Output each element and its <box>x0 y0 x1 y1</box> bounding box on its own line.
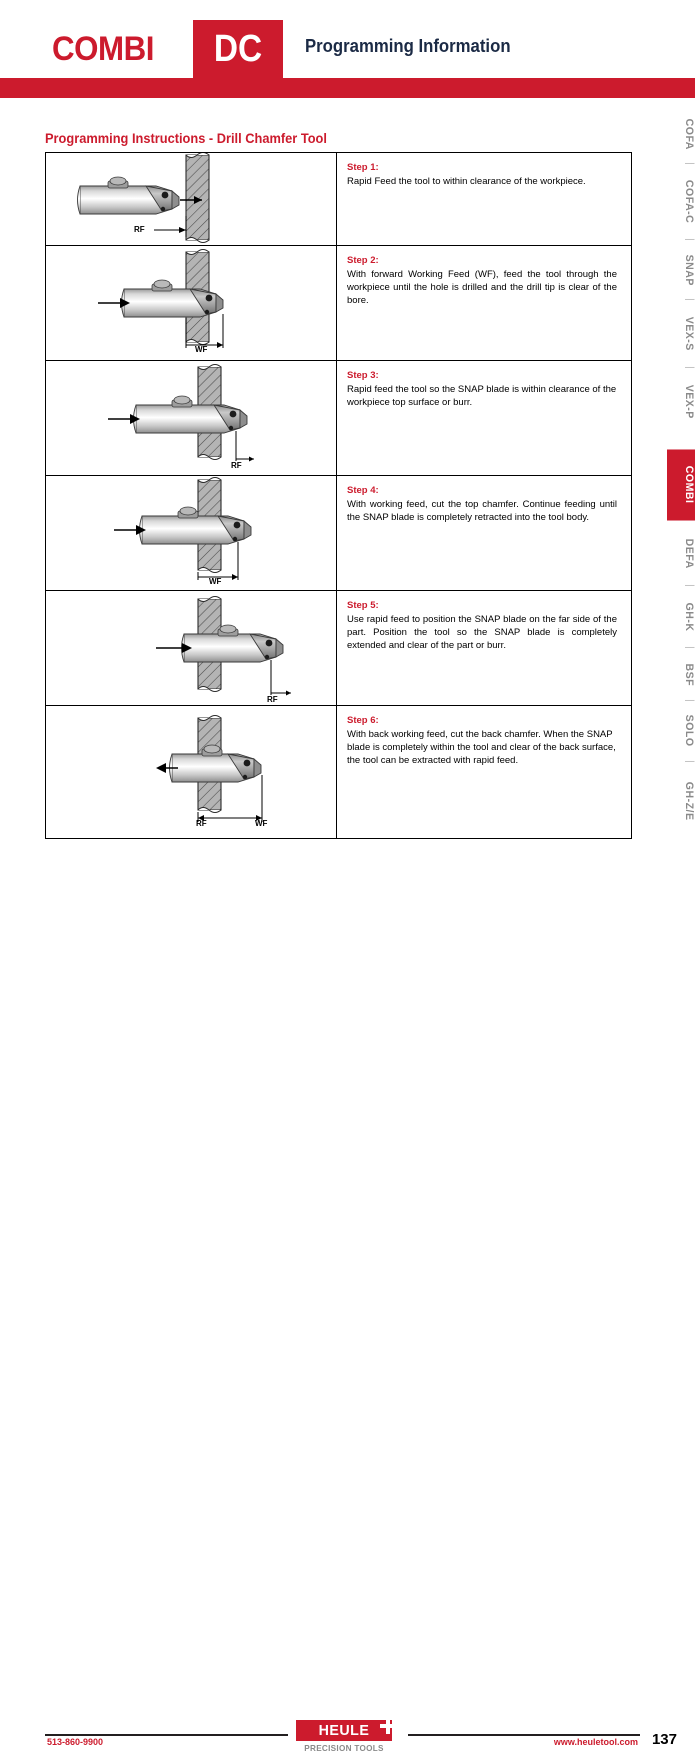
step-label: Step 2: <box>347 255 379 266</box>
section-title: Programming Instructions - Drill Chamfer Tool <box>45 131 327 146</box>
step-label: Step 5: <box>347 600 379 611</box>
table-row <box>46 153 631 246</box>
page-header <box>0 0 695 98</box>
sidebar-item-snap[interactable]: SNAP <box>683 254 695 286</box>
step-description: Use rapid feed to position the SNAP blade on the far side of the part. Position the tool so the SNAP blade is completely extended and clear of the part or burr. <box>347 613 617 652</box>
dimension-label-rf: RF <box>231 461 242 470</box>
sidebar-item-vex-p[interactable]: VEX-P <box>683 384 695 420</box>
sidebar-separator: | <box>684 366 695 370</box>
sidebar-item-solo[interactable]: SOLO <box>683 715 695 747</box>
step-description: Rapid feed the tool so the SNAP blade is within clearance of the workpiece top surface or burr. <box>347 383 617 408</box>
step-description: With back working feed, cut the back chamfer. When the SNAP blade is completely within the tool and clear of the back surface, the tool can be extracted with rapid feed. <box>347 728 616 767</box>
programming-steps-table <box>45 152 632 839</box>
product-code-badge <box>193 20 283 78</box>
step-label: Step 3: <box>347 370 379 381</box>
step-text-cell-2 <box>337 246 631 360</box>
sidebar-item-cofa[interactable]: COFA <box>683 118 695 150</box>
sidebar-separator: | <box>684 238 695 242</box>
sidebar-item-combi[interactable]: COMBI <box>667 449 695 520</box>
table-row <box>46 246 631 361</box>
step-text-cell-5 <box>337 591 631 705</box>
step-label: Step 4: <box>347 485 379 496</box>
step-text-cell-1 <box>337 153 631 245</box>
step-label: Step 6: <box>347 715 379 726</box>
step-figure-6 <box>46 706 337 838</box>
sidebar-separator: | <box>684 646 695 650</box>
step-text-cell-3 <box>337 361 631 475</box>
step-description: With working feed, cut the top chamfer. Continue feeding until the SNAP blade is completely retracted into the tool body. <box>347 498 617 523</box>
sidebar-item-gh-z-e[interactable]: GH-Z/E <box>683 781 695 821</box>
logo-cross-icon-vertical <box>386 1720 390 1734</box>
sidebar-separator: | <box>684 699 695 703</box>
dimension-label-rf: RF <box>134 225 145 234</box>
logo-tagline: PRECISION TOOLS <box>304 1743 384 1753</box>
sidebar-item-cofa-c[interactable]: COFA-C <box>683 180 695 224</box>
dimension-label-rf: RF <box>267 695 278 704</box>
table-row <box>46 361 631 476</box>
dimension-label-wf: WF <box>209 577 222 586</box>
table-row <box>46 476 631 591</box>
table-row <box>46 706 631 838</box>
sidebar-separator: | <box>684 162 695 166</box>
step-figure-1 <box>46 153 337 245</box>
sidebar-item-defa[interactable]: DEFA <box>683 538 695 570</box>
header-accent-bar <box>0 78 695 98</box>
logo-wordmark: HEULE <box>318 1722 370 1739</box>
sidebar-separator: | <box>684 298 695 302</box>
page-number: 137 <box>651 1731 677 1748</box>
page-footer <box>0 858 695 1753</box>
footer-website-link[interactable]: www.heuletool.com <box>553 1737 638 1747</box>
brand-name: COMBI <box>52 30 154 68</box>
footer-divider-left <box>45 1734 288 1736</box>
step-figure-4 <box>46 476 337 590</box>
footer-phone: 513-860-9900 <box>47 1737 104 1747</box>
step-text-cell-4 <box>337 476 631 590</box>
dimension-label-wf: WF <box>255 819 268 828</box>
sidebar-item-bsf[interactable]: BSF <box>683 663 695 687</box>
sidebar-item-vex-s[interactable]: VEX-S <box>683 316 695 352</box>
step-text-cell-6 <box>337 706 631 838</box>
step-label: Step 1: <box>347 162 379 173</box>
dimension-label-rf: RF <box>196 819 207 828</box>
footer-divider-right <box>408 1734 640 1736</box>
sidebar-item-gh-k[interactable]: GH-K <box>683 602 695 632</box>
sidebar-separator: | <box>684 584 695 588</box>
product-family-sidebar <box>667 110 695 855</box>
step-figure-3 <box>46 361 337 475</box>
step-figure-5 <box>46 591 337 705</box>
table-row <box>46 591 631 706</box>
heule-logo <box>290 1720 408 1758</box>
product-code-label: DC <box>213 28 263 70</box>
dimension-label-wf: WF <box>195 345 208 354</box>
step-description: Rapid Feed the tool to within clearance of the workpiece. <box>347 175 586 187</box>
step-figure-2 <box>46 246 337 360</box>
step-description: With forward Working Feed (WF), feed the tool through the workpiece until the hole is drilled and the drill tip is clear of the bore. <box>347 268 617 307</box>
page-title: Programming Information <box>305 36 511 56</box>
sidebar-separator: | <box>684 760 695 764</box>
